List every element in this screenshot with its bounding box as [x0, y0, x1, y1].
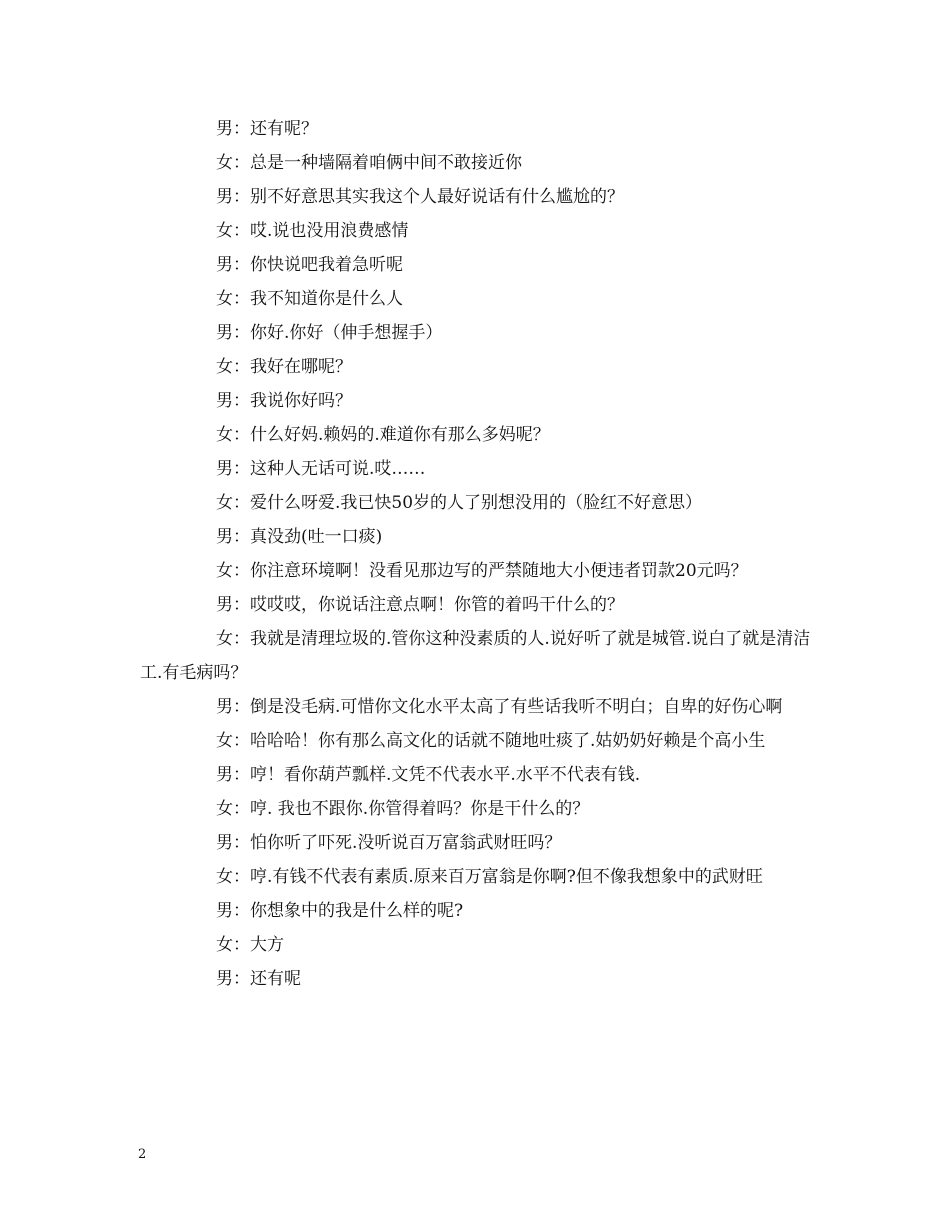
dialogue-body [140, 112, 816, 996]
dialogue-line: 男：真没劲(吐一口痰) [216, 527, 383, 547]
dialogue-line: 男：我说你好吗？ [216, 391, 352, 411]
dialogue-line: 男：你想象中的我是什么样的呢? [216, 901, 464, 921]
dialogue-line: 女：哈哈哈！你有那么高文化的话就不随地吐痰了.姑奶奶好赖是个高小生 [216, 731, 766, 751]
dialogue-line: 男：哎哎哎，你说话注意点啊！你管的着吗干什么的？ [216, 595, 624, 615]
dialogue-line: 男：你快说吧我着急听呢 [216, 255, 403, 275]
dialogue-line: 男：还有呢 [216, 969, 301, 989]
dialogue-line: 女：我不知道你是什么人 [216, 289, 403, 309]
dialogue-line: 男：别不好意思其实我这个人最好说话有什么尴尬的？ [216, 187, 624, 207]
dialogue-line: 女：我就是清理垃圾的.管你这种没素质的人.说好听了就是城管.说白了就是清洁工.有毛病吗？ [140, 629, 811, 683]
dialogue-line: 女：我好在哪呢？ [216, 357, 352, 377]
dialogue-line: 男：还有呢？ [216, 119, 318, 139]
dialogue-line: 女：哎.说也没用浪费感情 [216, 221, 409, 241]
dialogue-line: 女：哼. 我也不跟你.你管得着吗？你是干什么的？ [216, 799, 590, 819]
dialogue-line: 男：你好.你好（伸手想握手） [216, 323, 443, 343]
page-number: 2 [138, 1147, 147, 1162]
dialogue-line: 女：大方 [216, 935, 284, 955]
dialogue-line: 男：倒是没毛病.可惜你文化水平太高了有些话我听不明白；自卑的好伤心啊 [216, 697, 783, 717]
dialogue-line: 男：哼！看你葫芦瓢样.文凭不代表水平.水平不代表有钱. [216, 765, 641, 785]
dialogue-line: 女：你注意环境啊！没看见那边写的严禁随地大小便违者罚款20元吗？ [216, 561, 748, 581]
dialogue-line: 女：什么好妈.赖妈的.难道你有那么多妈呢？ [216, 425, 550, 445]
dialogue-line: 女：总是一种墙隔着咱俩中间不敢接近你 [216, 153, 522, 173]
dialogue-line: 男：这种人无话可说.哎…… [216, 459, 426, 479]
dialogue-line: 女：爱什么呀爱.我已快50岁的人了别想没用的（脸红不好意思） [216, 493, 703, 513]
dialogue-line: 男：怕你听了吓死.没听说百万富翁武财旺吗？ [216, 833, 562, 853]
dialogue-line: 女：哼.有钱不代表有素质.原来百万富翁是你啊?但不像我想象中的武财旺 [216, 867, 763, 887]
